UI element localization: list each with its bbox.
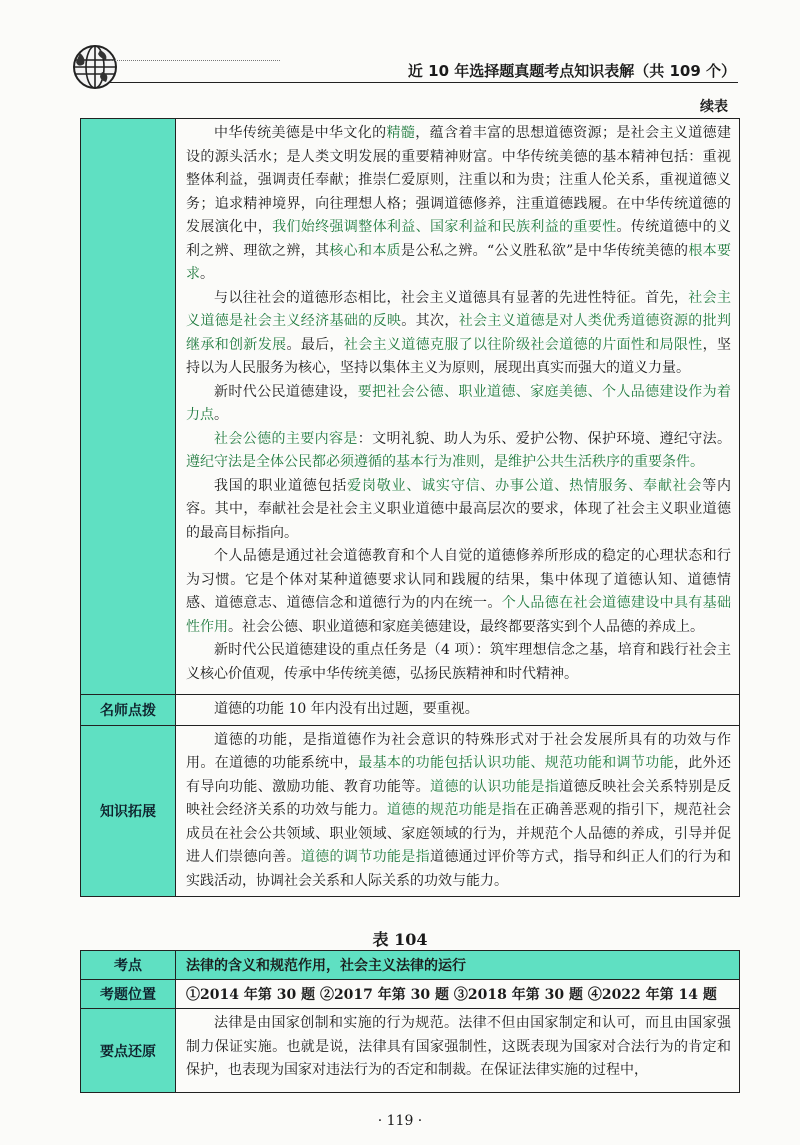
tips-text: 道德的功能 10 年内没有出过题，要重视。: [214, 701, 479, 717]
main-paragraph: [186, 545, 731, 639]
topic-text: 法律的含义和规范作用，社会主义法律的运行: [176, 951, 740, 980]
exam-position-label: 考题位置: [81, 980, 176, 1009]
extension-content: [186, 729, 731, 894]
highlight-text: 遵纪守法是全体公民都必须遵循的基本行为准则，是维护公共生活秩序的重要条件。: [186, 454, 704, 470]
table-104: [80, 950, 740, 1093]
main-paragraph: [186, 475, 731, 546]
body-text: 。传统道德中的义利之辨、理欲之辨，其: [186, 219, 732, 259]
body-text: 在正确善恶观的指引下，规范社会成员在社会公共领域、职业领域、家庭领域的行为，并规范个人品德的养成，引导并促进人们崇德向善。: [186, 802, 732, 865]
page-number: · 119 ·: [377, 1113, 423, 1129]
main-label-cell: [81, 119, 176, 695]
knowledge-table-continued: [80, 118, 740, 897]
highlight-text: 精髓: [386, 125, 416, 141]
highlight-text: 社会主义道德是社会主义经济基础的反映: [186, 289, 732, 329]
tips-label: 名师点拨: [81, 695, 176, 726]
body-text: 。其次，: [401, 313, 459, 329]
body-text: ：文明礼貌、助人为乐、爱护公物、保护环境、遵纪守法。: [357, 430, 732, 447]
topic-label: 考点: [81, 951, 176, 980]
highlight-text: 社会主义道德是对人类优秀道德资源的批判继承和创新发展: [186, 313, 732, 353]
main-paragraph: [186, 287, 731, 381]
body-text: ，蕴含着丰富的思想道德资源；是社会主义道德建设的源头活水；是人类文明发展的重要精神财富。中华传统美德的基本精神包括：重视整体利益，强调责任奉献；推崇仁爱原则，注重以和为贵；注重人伦关系，重视道德义务；追求精神境界，向往理想人格；强调道德修养，注重道德践履。在中华传统道德的发展演化中，: [186, 125, 732, 235]
highlight-text: 我们始终强调整体利益、国家利益和民族利益的重要性: [272, 219, 617, 235]
highlight-text: 爱岗敬业、诚实守信、办事公道、热情服务、奉献社会: [347, 477, 703, 494]
body-text: 个人品德是通过社会道德教育和个人自觉的道德修养所形成的稳定的心理状态和行为习惯。它是个体对某种道德要求认同和践履的结果，集中体现了道德认知、道德情感、道德意志、道德信念和道德行为的内在统一。: [186, 548, 731, 611]
exam-position-text: ①2014 年第 30 题 ②2017 年第 30 题 ③2018 年第 30 题 ④2022 年第 14 题: [176, 980, 740, 1009]
body-text: 。最后，: [286, 336, 344, 353]
header-dots: [110, 60, 280, 61]
highlight-text: 个人品德在社会道德建设中具有基础性作用: [186, 595, 732, 635]
body-text: 道德的功能，是指道德作为社会意识的特殊形式对于社会发展所具有的功效与作用。在道德的功能系统中，: [186, 731, 731, 771]
continued-label: 续表: [700, 99, 728, 115]
key-points-text: 法律是由国家创制和实施的行为规范。法律不但由国家制定和认可，而且由国家强制力保证实施。也就是说，法律具有国家强制性，这既表现为国家对合法行为的肯定和保护，也表现为国家对违法行为的否定和制裁。在保证法律实施的过程中，: [186, 1015, 731, 1078]
body-text: 。: [214, 407, 228, 423]
main-paragraph: [186, 639, 731, 686]
body-text: 。社会公德、职业道德和家庭美德建设，最终都要落实到个人品德的养成上。: [228, 618, 704, 635]
highlight-text: 道德的调节功能是指: [300, 849, 430, 865]
body-text: 。: [200, 266, 214, 282]
main-content-cell: [176, 119, 740, 695]
header-title: 近 10 年选择题真题考点知识表解（共 109 个）: [407, 62, 736, 80]
main-paragraph: [186, 428, 731, 475]
extension-cell: [176, 725, 740, 897]
highlight-text: 道德的认识功能是指: [429, 778, 560, 795]
header-rule: [110, 82, 738, 83]
body-text: ，坚持以为人民服务为核心，坚持以集体主义为原则，展现出真实而强大的道义力量。: [186, 336, 732, 376]
globe-icon: [72, 44, 118, 90]
body-text: 新时代公民道德建设，: [214, 383, 358, 400]
highlight-text: 社会公德的主要内容是: [214, 430, 358, 447]
tips-cell: [176, 695, 740, 726]
extension-paragraph: [186, 729, 731, 894]
body-text: 是公私之辨。“公义胜私欲”是中华传统美德的: [401, 242, 689, 259]
body-text: 道德通过评价等方式，指导和纠正人们的行为和实践活动，协调社会关系和人际关系的功效与能力。: [186, 849, 732, 889]
main-content: [186, 122, 731, 686]
body-text: ，此外还有导向功能、激励功能、教育功能等。: [186, 755, 732, 795]
body-text: 与以往社会的道德形态相比，社会主义道德具有显著的先进性特征。首先，: [214, 289, 689, 306]
body-text: 中华传统美德是中华文化的: [214, 125, 387, 141]
body-text: 道德反映社会关系特别是反映社会经济关系的功效与能力。: [186, 778, 732, 818]
body-text: 等内容。其中，奉献社会是社会主义职业道德中最高层次的要求，体现了社会主义职业道德的最高目标指向。: [186, 477, 732, 541]
highlight-text: 最基本的功能包括认识功能、规范功能和调节功能: [358, 755, 674, 771]
highlight-text: 道德的规范功能是指: [386, 802, 517, 818]
extension-label: 知识拓展: [81, 725, 176, 897]
body-text: 新时代公民道德建设的重点任务是（4 项）：筑牢理想信念之基，培育和践行社会主义核心价值观，传承中华传统美德，弘扬民族精神和时代精神。: [186, 642, 731, 682]
highlight-text: 根本要求: [186, 242, 732, 282]
table-title: 表 104: [372, 930, 428, 949]
main-paragraph: [186, 122, 731, 287]
highlight-text: 社会主义道德克服了以往阶级社会道德的片面性和局限性: [343, 336, 703, 353]
highlight-text: 核心和本质: [329, 242, 402, 259]
key-points-label: 要点还原: [81, 1009, 176, 1093]
key-points-cell: [176, 1009, 740, 1093]
body-text: 我国的职业道德包括: [214, 477, 348, 494]
highlight-text: 要把社会公德、职业道德、家庭美德、个人品德建设作为着力点: [186, 383, 732, 423]
main-paragraph: [186, 381, 731, 428]
